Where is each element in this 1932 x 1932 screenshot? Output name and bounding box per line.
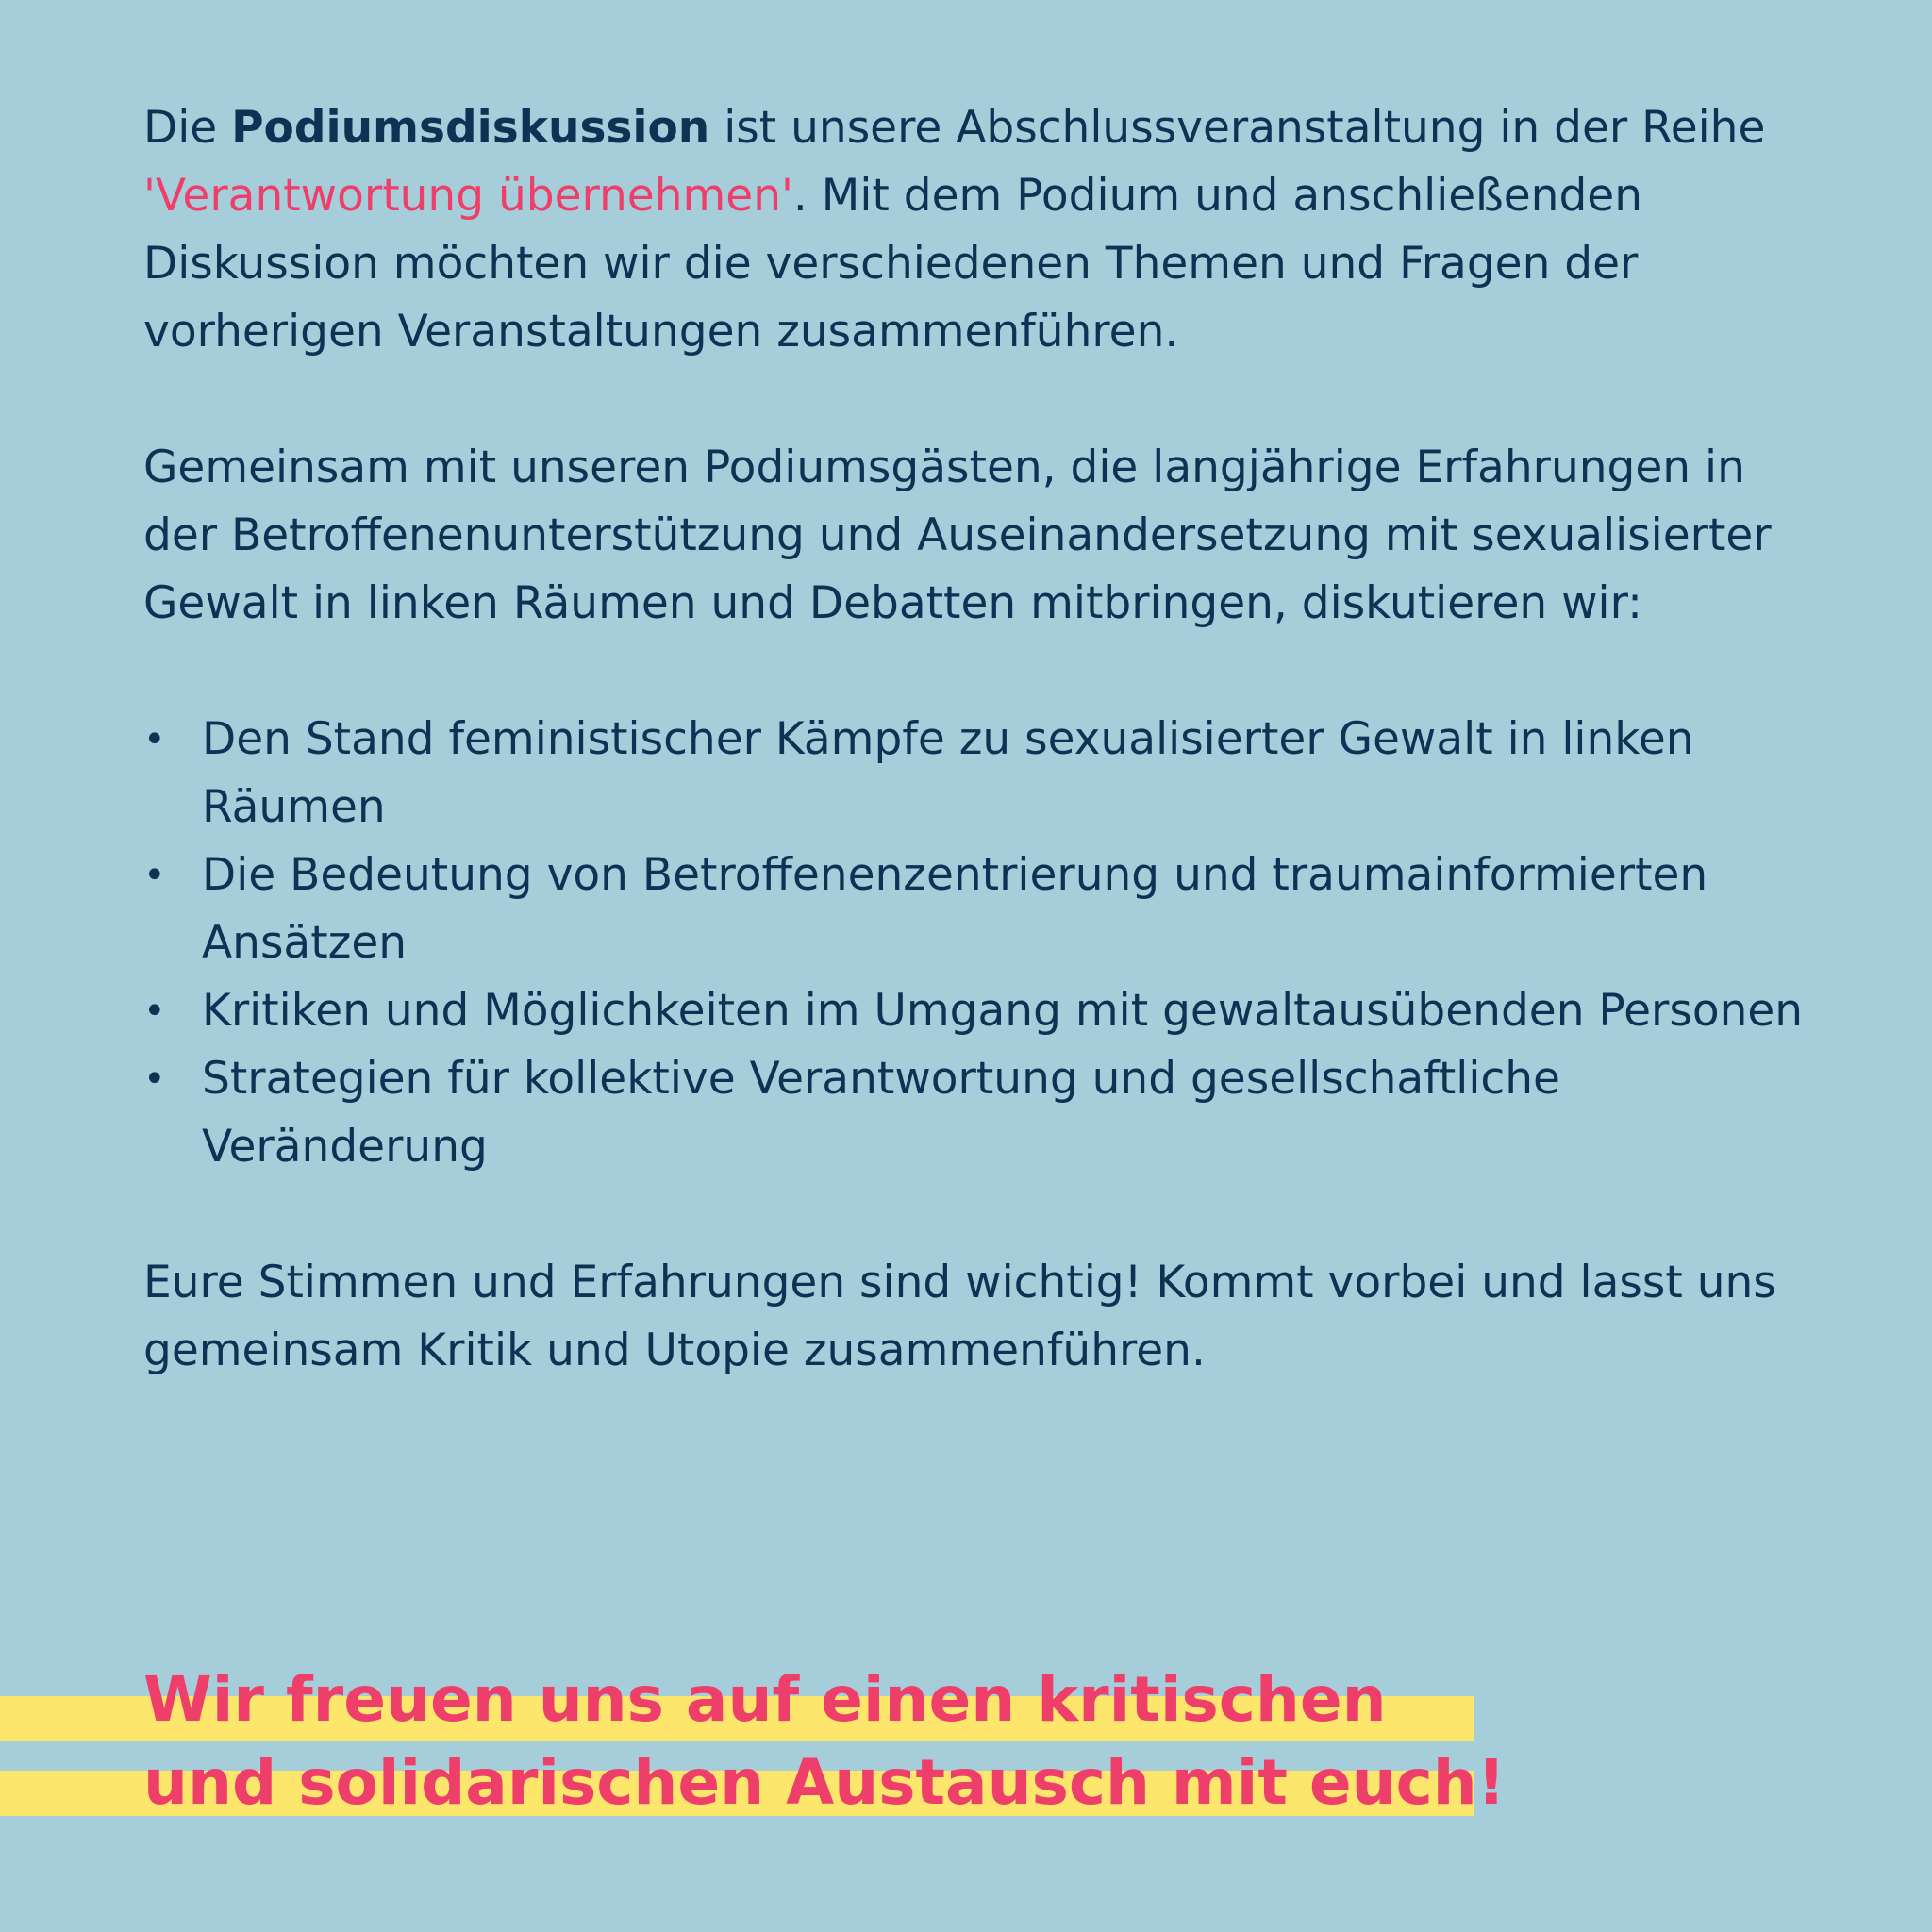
topics-list	[143, 706, 1804, 1181]
bullet-icon: •	[143, 854, 166, 897]
closing-headline	[143, 1658, 1506, 1824]
topic-text: Kritiken und Möglichkeiten im Umgang mit gewaltausübenden Personen	[202, 985, 1804, 1037]
intro-paragraph	[143, 94, 1804, 366]
topic-text: Strategien für kollektive Verantwortung und gesellschaftliche Veränderung	[202, 1053, 1560, 1173]
list-item	[143, 1045, 1804, 1181]
list-item	[143, 706, 1804, 841]
guests-paragraph: Gemeinsam mit unseren Podiumsgästen, die langjährige Erfahrungen in der Betroffenenunterstützung und Auseinandersetzung mit sexualisierter Gewalt in linken Räumen und Debatten mitbringen, diskutieren wir:	[143, 441, 1772, 629]
bullet-icon: •	[143, 718, 166, 761]
topic-text: Die Bedeutung von Betroffenenzentrierung und traumainformierten Ansätzen	[202, 849, 1708, 969]
series-title: 'Verantwortung übernehmen'	[143, 170, 793, 222]
event-description	[143, 94, 1804, 1385]
intro-text-mid: ist unsere Abschlussveranstaltung in der Reihe	[709, 102, 1766, 154]
closing-line-2: und solidarischen Austausch mit euch!	[143, 1746, 1506, 1819]
list-item	[143, 977, 1804, 1045]
topic-text: Den Stand feministischer Kämpfe zu sexualisierter Gewalt in linken Räumen	[202, 713, 1694, 833]
intro-text-end: . Mit dem Podium und anschließenden Diskussion möchten wir die verschiedenen Themen und Fragen der vorherigen Veranstaltungen zusammenführen.	[143, 170, 1643, 358]
call-paragraph: Eure Stimmen und Erfahrungen sind wichtig! Kommt vorbei und lasst uns gemeinsam Kritik und Utopie zusammenführen.	[143, 1257, 1776, 1376]
closing-line-1: Wir freuen uns auf einen kritischen	[143, 1663, 1387, 1736]
event-type-bold: Podiumsdiskussion	[231, 102, 710, 154]
bullet-icon: •	[143, 1058, 166, 1101]
intro-text-start: Die	[143, 102, 232, 154]
list-item	[143, 841, 1804, 977]
bullet-icon: •	[143, 990, 166, 1033]
